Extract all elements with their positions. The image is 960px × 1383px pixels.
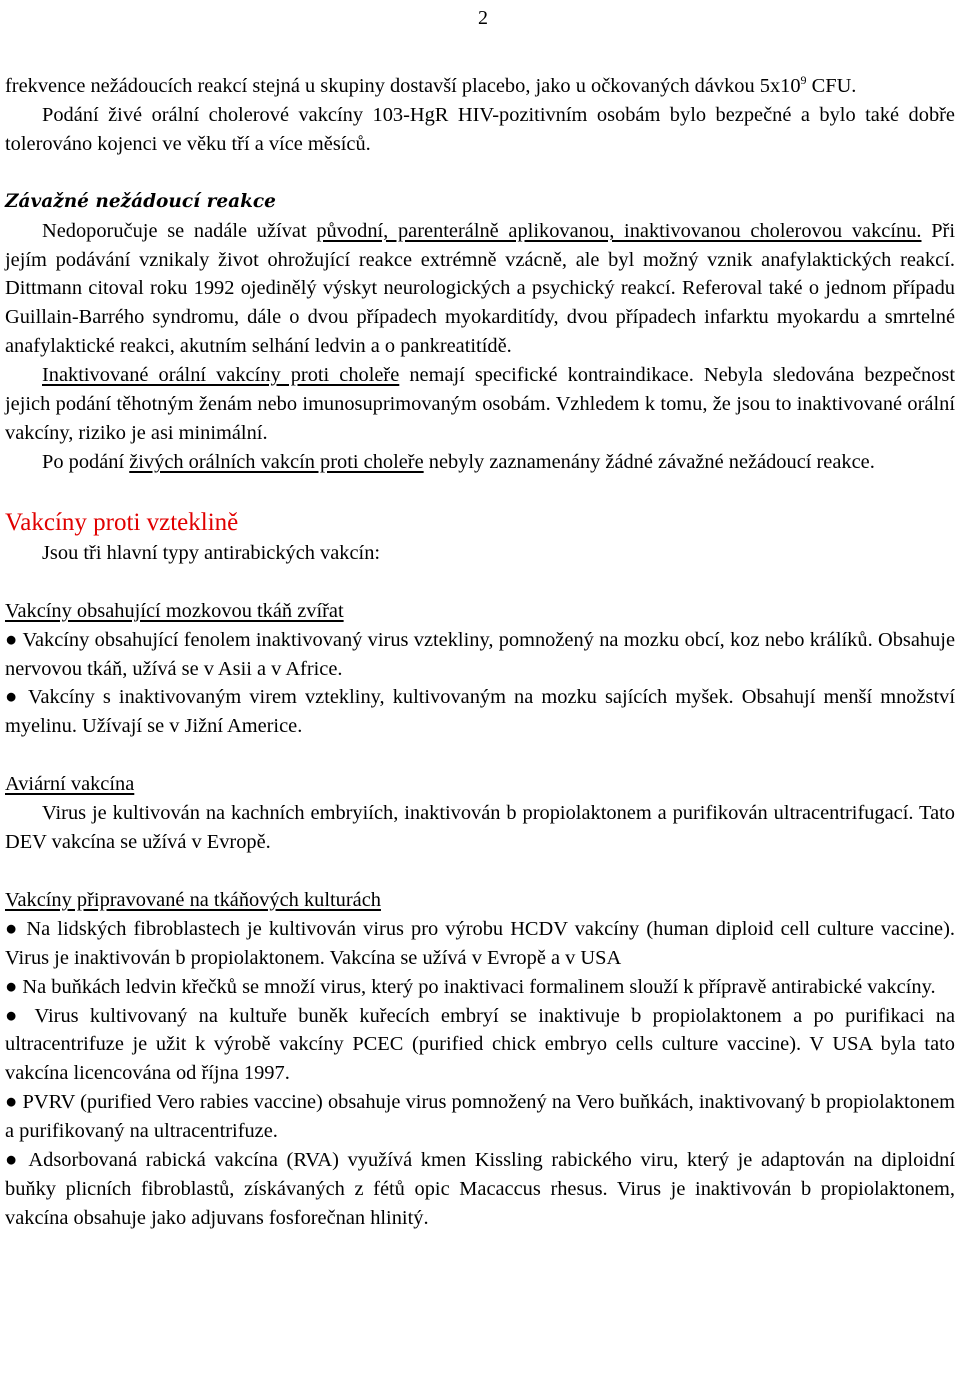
paragraph-text: CFU. bbox=[806, 75, 857, 97]
section-title: Vakcíny proti vzteklině bbox=[5, 508, 239, 536]
section-intro: Jsou tři hlavní typy antirabických vakcín: bbox=[42, 541, 381, 564]
serious-reactions-heading: Závažné nežádoucí reakce bbox=[5, 190, 276, 212]
underlined-term: živých orálních vakcín proti choleře bbox=[129, 450, 424, 473]
list-item: ● Virus kultivovaný na kultuře buněk kuřecích embryí se inaktivuje b propiolaktonem a po purifikaci na ultracentrifuze je užit k výrobě vakcíny PCEC (purified chick embryo cells culture vaccine). V USA byla tato vakcína licencována od října 1997. bbox=[5, 1004, 955, 1085]
group-heading: Vakcíny obsahující mozkovou tkáň zvířat bbox=[5, 599, 344, 622]
document-body bbox=[5, 72, 955, 1233]
list-item: ● Na lidských fibroblastech je kultivován virus pro výrobu HCDV vakcíny (human diploid cell culture vaccine). Virus je inaktivován b propiolaktonem. Vakcína se užívá v Evropě a v USA bbox=[5, 917, 955, 969]
paragraph-parenteral: Nedoporučuje se nadále užívat původní, parenterálně aplikovanou, inaktivovanou cholerovou vakcínu. Při jejím podávání vznikaly život ohrožující reakce extrémně vzácně, ale byl možný vznik anafylaktických reakcí. Dittmann citoval roku 1992 ojedinělý výskyt neurologických a psychický reakcí. Referoval také o jednom případu Guillain-Barrého syndromu, dále o dvou případech myokarditídy, dvou případech infarktu myokardu a smrtelné anafylaktické reakci, akutním selhání ledvin a o pankreatitídě. bbox=[5, 219, 955, 358]
superscript: 9 bbox=[800, 73, 807, 88]
brain-tissue-group bbox=[5, 597, 955, 742]
paragraph-text: frekvence nežádoucích reakcí stejná u skupiny dostavší placebo, jako u očkovaných dávkou 5x10 bbox=[5, 75, 801, 97]
paragraph-continuation bbox=[5, 72, 955, 101]
avian-group bbox=[5, 770, 955, 857]
page-number: 2 bbox=[478, 7, 488, 29]
paragraph-hiv: Podání živé orální cholerové vakcíny 103-HgR HIV-pozitivním osobám bylo bezpečné a bylo také dobře tolerováno kojenci ve věku tří a více měsíců. bbox=[5, 103, 955, 155]
group-heading: Vakcíny připravované na tkáňových kulturách bbox=[5, 888, 381, 911]
rabies-section bbox=[5, 507, 955, 1233]
group-text: Virus je kultivován na kachních embryiích, inaktivován b propiolaktonem a purifikován ultracentrifugací. Tato DEV vakcína se užívá v Evropě. bbox=[5, 802, 955, 854]
tissue-culture-group bbox=[5, 886, 955, 1233]
serious-reactions-section bbox=[5, 188, 955, 477]
underlined-term: původní, parenterálně aplikovanou, inaktivovanou cholerovou vakcínu. bbox=[316, 219, 922, 242]
group-heading: Aviární vakcína bbox=[5, 773, 135, 796]
list-item: ● Vakcíny s inaktivovaným virem vztekliny, kultivovaným na mozku sajících myšek. Obsahují menší množství myelinu. Užívají se v Jižní Americe. bbox=[5, 686, 955, 738]
list-item: ● PVRV (purified Vero rabies vaccine) obsahuje virus pomnožený na Vero buňkách, inaktivovaný b propiolaktonem a purifikovaný na ultracentrifuze. bbox=[5, 1091, 955, 1143]
underlined-term: Inaktivované orální vakcíny proti choleře bbox=[42, 364, 400, 387]
list-item: ● Adsorbovaná rabická vakcína (RVA) využívá kmen Kissling rabického viru, který je adaptován na diploidní buňky plicních fibroblastů, získávaných z fétů opic Macaccus rhesus. Virus je inaktivován b propiolaktonem, vakcína obsahuje jako adjuvans fosforečnan hlinitý. bbox=[5, 1149, 955, 1229]
list-item: ● Vakcíny obsahující fenolem inaktivovaný virus vztekliny, pomnožený na mozku obcí, koz nebo králíků. Obsahuje nervovou tkáň, užívá se v Asii a v Africe. bbox=[5, 628, 955, 680]
paragraph-live-oral: Po podání živých orálních vakcín proti choleře nebyly zaznamenány žádné závažné nežádoucí reakce. bbox=[42, 450, 875, 473]
paragraph-inactivated-oral: Inaktivované orální vakcíny proti choleře nemají specifické kontraindikace. Nebyla sledována bezpečnost jejich podání těhotným ženám nebo imunosuprimovaným osobám. Vzhledem k tomu, že jsou to inaktivované orální vakcíny, riziko je asi minimální. bbox=[5, 364, 955, 444]
list-item: ● Na buňkách ledvin křečků se množí virus, který po inaktivaci formalinem slouží k přípravě antirabické vakcíny. bbox=[5, 975, 936, 998]
